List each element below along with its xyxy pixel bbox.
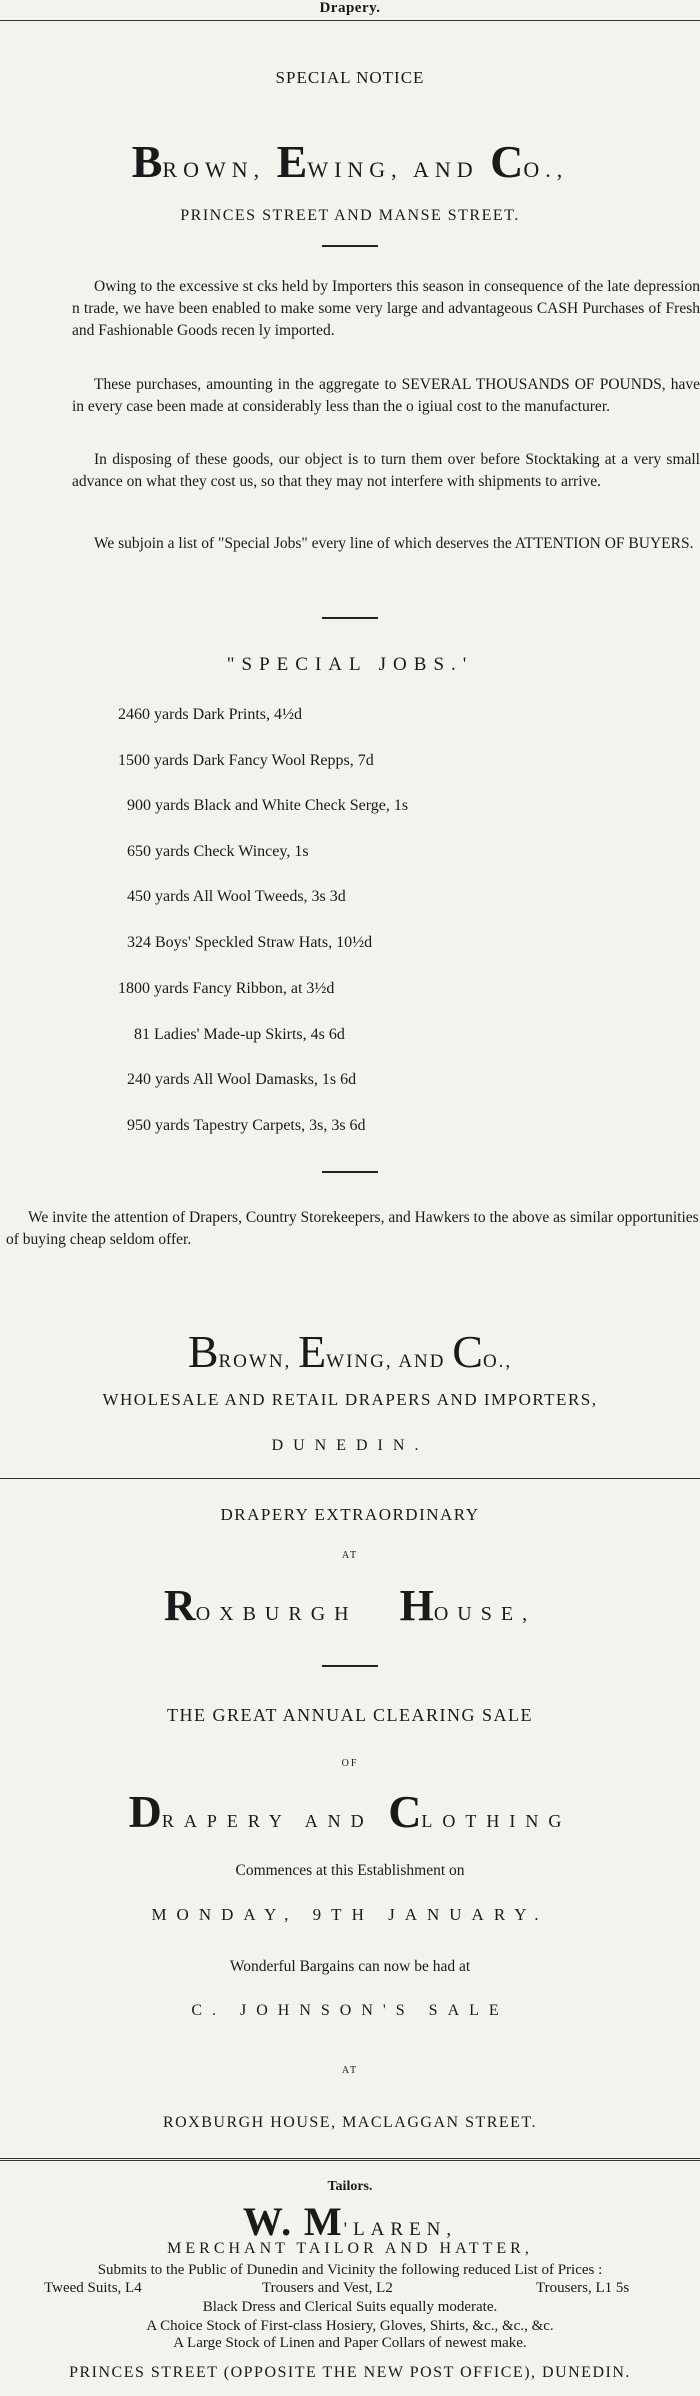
divider (322, 245, 378, 247)
signature-firm-name (0, 1325, 700, 1378)
job-item: 950 yards Tapestry Carpets, 3s, 3s 6d (127, 1117, 366, 1134)
price-list-intro: Submits to the Public of Dunedin and Vicinity the following reduced List of Prices : (97, 2262, 603, 2278)
commences-line: Commences at this Establishment on (235, 1862, 465, 1879)
firm-initial-c: C (490, 136, 524, 187)
bargains-line: Wonderful Bargains can now be had at (229, 1958, 471, 1975)
job-item: 324 Boys' Speckled Straw Hats, 10½d (127, 934, 373, 951)
of-label: OF (341, 1758, 359, 1769)
header-rule (0, 20, 700, 21)
johnson-sale: C. JOHNSON'S SALE (191, 2002, 509, 2019)
and-word: AND (304, 1811, 374, 1831)
firm-initial-b: B (131, 136, 163, 187)
tailor-name (0, 2198, 700, 2245)
special-jobs-title: "SPECIAL JOBS.' (226, 654, 474, 675)
signature-initial-c: C (452, 1326, 483, 1377)
roxburgh-word: OXBURGH (195, 1603, 358, 1625)
signature-word-and: AND (398, 1351, 446, 1372)
tailor-initial-m: M (303, 2199, 344, 2244)
at-label-2: AT (341, 2065, 359, 2076)
signature-word-co: O., (482, 1351, 513, 1372)
price-trousers-vest: Trousers and Vest, L2 (262, 2280, 393, 2296)
firm-word-rown: ROWN, (162, 157, 266, 182)
price-trousers: Trousers, L1 5s (536, 2280, 630, 2296)
divider (322, 1171, 378, 1173)
section-heading: Drapery. (319, 0, 381, 16)
choice-stock-line: A Choice Stock of First-class Hosiery, Gloves, Shirts, &c., &c., &c. (146, 2318, 554, 2334)
notice-paragraph-1: Owing to the excessive st cks held by Importers this season in consequence of the late depression n trade, we have been enabled to make some very large and advantageous CASH Purchases of Fresh and Fashionable Goods recen ly imported. (72, 278, 700, 339)
sale-address: ROXBURGH HOUSE, MACLAGGAN STREET. (162, 2114, 538, 2131)
clothing-initial-c: C (388, 1786, 422, 1837)
job-item: 900 yards Black and White Check Serge, 1s (127, 797, 409, 814)
ad-separator (0, 2158, 700, 2161)
roxburgh-house-title (0, 1580, 700, 1631)
price-tweed-suits: Tweed Suits, L4 (44, 2280, 142, 2296)
divider (322, 1665, 378, 1667)
tailor-trade: MERCHANT TAILOR AND HATTER, (167, 2240, 533, 2257)
drapery-clothing-title (0, 1785, 700, 1838)
job-item: 81 Ladies' Made-up Skirts, 4s 6d (134, 1026, 345, 1043)
drapery-word: RAPERY (161, 1811, 292, 1831)
job-item: 1500 yards Dark Fancy Wool Repps, 7d (118, 752, 374, 769)
signature-description: WHOLESALE AND RETAIL DRAPERS AND IMPORTERS, (102, 1390, 598, 1409)
job-item: 1800 yards Fancy Ribbon, at 3½d (118, 980, 335, 997)
divider (322, 617, 378, 619)
job-item: 2460 yards Dark Prints, 4½d (118, 706, 302, 723)
job-item: 450 yards All Wool Tweeds, 3s 3d (127, 888, 346, 905)
large-stock-line: A Large Stock of Linen and Paper Collars of newest make. (173, 2335, 527, 2351)
job-item: 240 yards All Wool Damasks, 1s 6d (127, 1071, 357, 1088)
notice-paragraph-2: These purchases, amounting in the aggregate to SEVERAL THOUSANDS OF POUNDS, have in every case been made at considerably less than the o igiual cost to the manufacturer. (72, 376, 700, 415)
signature-word-rown: ROWN, (218, 1351, 292, 1372)
roxburgh-initial-r: R (163, 1581, 196, 1630)
tailor-surname: 'LAREN, (343, 2219, 458, 2240)
signature-initial-b: B (187, 1326, 219, 1377)
firm-word-and: AND (412, 157, 479, 182)
clearing-sale-title: THE GREAT ANNUAL CLEARING SALE (167, 1705, 533, 1725)
tailor-initial-w: W. (242, 2199, 294, 2244)
special-notice-title: SPECIAL NOTICE (275, 68, 425, 87)
tailors-heading: Tailors. (327, 2179, 373, 2194)
house-word: OUSE, (433, 1603, 537, 1625)
clothing-word: LOTHING (421, 1811, 572, 1831)
drapery-extraordinary-title: DRAPERY EXTRAORDINARY (220, 1505, 480, 1524)
firm-name (0, 135, 700, 188)
house-initial-h: H (399, 1581, 434, 1630)
drapery-initial-d: D (128, 1786, 162, 1837)
invite-paragraph: We invite the attention of Drapers, Country Storekeepers, and Hawkers to the above as similar opportunities of buying cheap seldom offer. (6, 1209, 699, 1248)
firm-word-co: O., (523, 157, 569, 182)
job-item: 650 yards Check Wincey, 1s (127, 843, 309, 860)
firm-word-wing: WING, (307, 157, 403, 182)
ad-separator (0, 1478, 700, 1479)
at-label: AT (341, 1550, 359, 1561)
black-dress-line: Black Dress and Clerical Suits equally moderate. (202, 2299, 498, 2315)
firm-initial-e: E (276, 136, 308, 187)
notice-paragraph-3: In disposing of these goods, our object is to turn them over before Stocktaking at a very small advance on what they cost us, so that they may not interfere with shipments to arrive. (72, 451, 700, 490)
notice-paragraph-4: We subjoin a list of "Special Jobs" every line of which deserves the ATTENTION OF BUYERS. (94, 535, 694, 552)
tailor-address: PRINCES STREET (OPPOSITE THE NEW POST OFFICE), DUNEDIN. (69, 2364, 631, 2381)
signature-city: DUNEDIN. (271, 1437, 429, 1454)
sale-date: MONDAY, 9TH JANUARY. (151, 1905, 549, 1924)
signature-initial-e: E (298, 1326, 327, 1377)
firm-address: PRINCES STREET AND MANSE STREET. (180, 207, 520, 224)
signature-word-wing: WING, (326, 1351, 393, 1372)
